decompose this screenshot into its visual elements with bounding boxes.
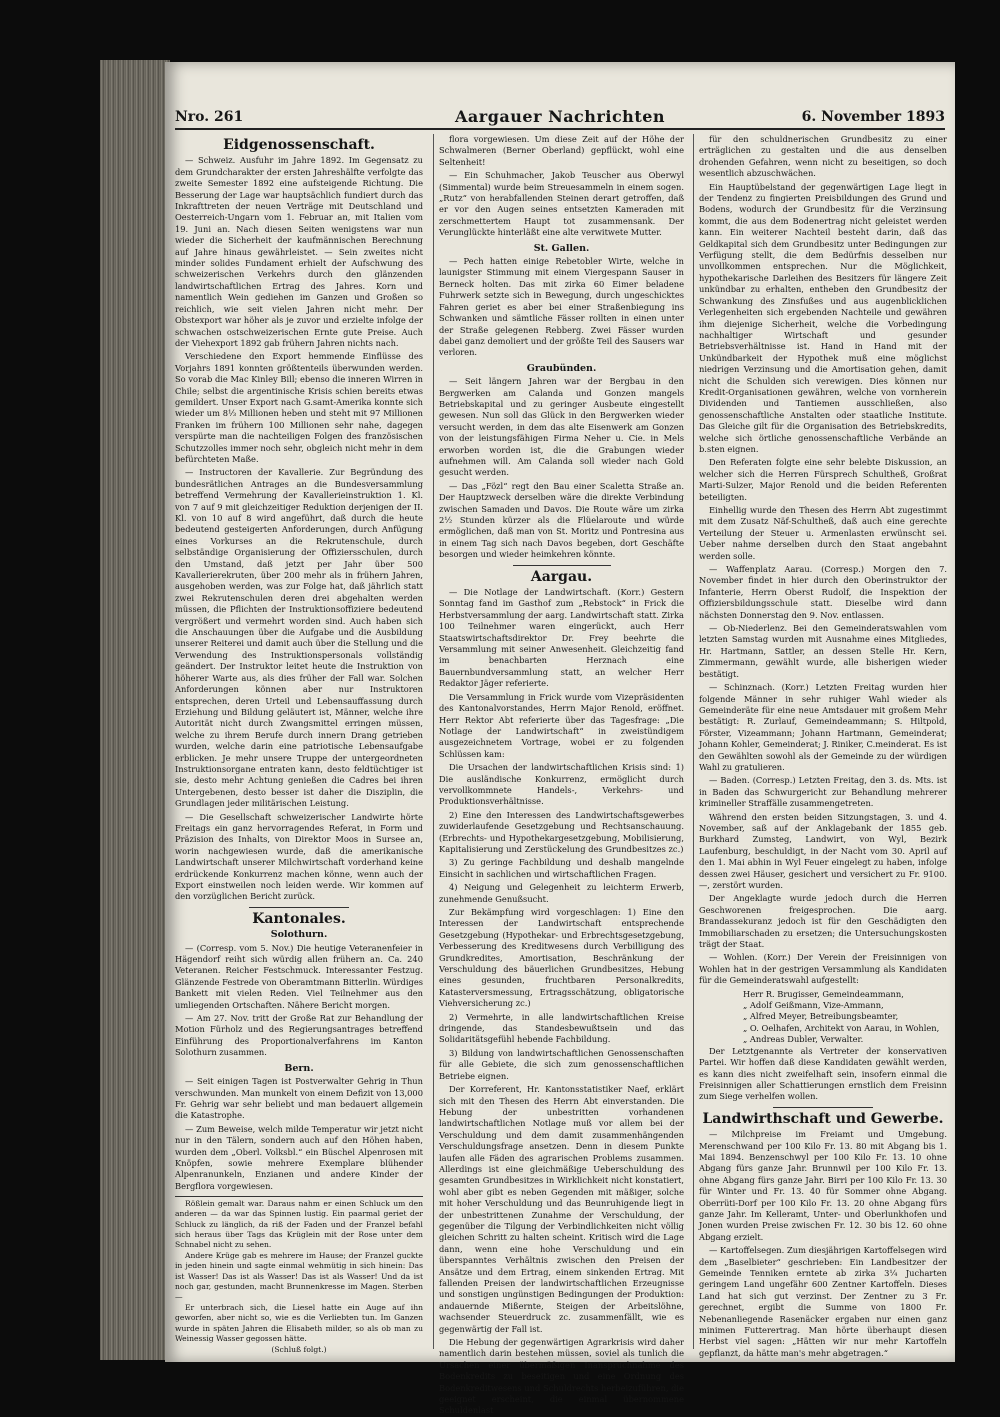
article-paragraph: — Zum Beweise, welch milde Temperatur wir jetzt nicht nur in den Tälern, sondern auch auf den Höhen haben, wurden dem „Oberl. Volksbl.“ ein Büschel Alpenrosen mit Knöpfen, sowie mehrere Exemplare blühender Alpenranunkeln, Enzianen und andere Kinder der Bergflora vorgewiesen. bbox=[175, 1123, 423, 1191]
divider bbox=[773, 1107, 872, 1108]
article-paragraph: — Pech hatten einige Rebetobler Wirte, welche in launigster Stimmung mit einem Viergespann Sauser in Berneck holten. Das mit zirka 60 Eimer beladene Fuhrwerk setzte sich in Bewegung, durch ungeschicktes Fahren geriet es aber bei einer Straßenbiegung ins Schwanken und sämtliche Fässer rollten in einen unter der Straße gelegenen Rebberg. Zwei Fässer wurden dabei ganz demoliert und der größte Teil des Sausers war verloren. bbox=[439, 256, 684, 358]
divider bbox=[513, 565, 611, 566]
feuilleton-paragraph: Andere Krüge gab es mehrere im Hause; der Franzel guckte in jeden hinein und sagte einmal wehmütig in sich hinein: Das ist Wasser! Das ist als Wasser! Das ist als Wasser! Und da ist noch gar, gestunden, macht Brunnenkresse im Magen. Sterben — bbox=[175, 1251, 423, 1301]
article-paragraph: Einhellig wurde den Thesen des Herrn Abt zugestimmt mit dem Zusatz Näf-Schultheß, daß auch eine gerechte Verteilung der Steuer u. Armenlasten erwünscht sei. Ueber nahme derselben durch den Staat angebahnt werden solle. bbox=[699, 505, 947, 561]
divider bbox=[249, 907, 348, 908]
article-paragraph: Ein Hauptübelstand der gegenwärtigen Lage liegt in der Tendenz zu fingierten Preisbildungen des Grund und Bodens, wodurch der Grundbesitz für die Verzinsung kommt, die aus dem Bodenertrag nicht geleistet werden kann. Ein weiterer Nachteil besteht darin, daß das Geldkapital sich dem Grundbesitz unter Bedingungen zur Verfügung stellt, die dem Bedürfnis desselben nur unvollkommen entsprechen. Nur die Möglichkeit, hypothekarische Darleihen des Besitzers für längere Zeit unkündbar zu erhalten, entheben den Grundbesitz der Schwankung des Zinsfußes und aus augenblicklichen Verlegenheiten sich ergebenden Nachteile und gewähren ihm diejenige Sicherheit, welche die Vorbedingung nachhaltiger Wirtschaft und gesunder Betriebsverhältnisse ist. Hand in Hand mit der Unkündbarkeit der Hypothek muß eine möglichst niedrigen Verzinsung und die Amortisation gehen, damit nicht die Schulden sich verewigen. Dies können nur Kredit-Organisationen gewähren, welche von vornherein Dividenden und Tantiemen ausschließen, also genossenschaftliche Anstalten oder staatliche Institute. Das Gleiche gilt für die Organisation des Betriebskredits, welche sich örtliche genossenschaftliche Verbände an b.sten eignen. bbox=[699, 181, 947, 454]
article-paragraph: Die Versammlung in Frick wurde vom Vizepräsidenten des Kantonalvorstandes, Herrn Major Renold, eröffnet. Herr Rektor Abt referierte über das Tagesfrage: „Die Notlage der Landwirtschaft“ in zweistündigem ausgezeichnetem Vortrage, wobei er zu folgenden Schlüssen kam: bbox=[439, 691, 684, 759]
column-1 bbox=[175, 134, 423, 1354]
article-paragraph: Der Letztgenannte als Vertreter der konservativen Partei. Wir hoffen daß diese Kandidaten gewählt werden, es kann dies nicht zweifelhaft sein, insofern einmal die Freisinnigen aller Schattierungen ernstlich dem Freisinn zum Siege verhelfen wollen. bbox=[699, 1045, 947, 1102]
article-paragraph: Zur Bekämpfung wird vorgeschlagen: 1) Eine den Interessen der Landwirtschaft entsprechende Gesetzgebung (Hypothekar- und Erbrechtsgesetzgebung, Verbesserung des Kreditwesens durch Verbilligung des Grundkredites, Amortisation, Beschränkung der Verschuldung des bäuerlichen Grundbesitzes, Hebung eines gesunden, fruchtbaren Personalkredits, Katasterversmessung, Ertragsschätzung, obligatorische Viehversicherung zc.) bbox=[439, 907, 684, 1009]
section-heading: Landwirthschaft und Gewerbe. bbox=[702, 1110, 944, 1127]
feuilleton-paragraph: Rößlein gemalt war. Daraus nahm er einen Schluck um den anderen — da war das Spinnen lustig. Ein paarmal geriet der Schluck zu länglich, da riß der Faden und der Franzel befahl sich heraus über Tags das Krüglein mit der Rose unter dem Schnabel nicht zu sehen. bbox=[175, 1199, 423, 1249]
article-paragraph: 2) Vermehrte, in alle landwirtschaftlichen Kreise dringende, das Standesbewußtsein und das Solidaritätsgefühl hebende Fachbildung. bbox=[439, 1011, 684, 1045]
article-paragraph: Den Referaten folgte eine sehr belebte Diskussion, an welcher sich die Herren Fürsprech Schultheß, Großrat Marti-Sulzer, Major Renold und die beiden Referenten beteiligten. bbox=[699, 457, 947, 502]
newspaper-title: Aargauer Nachrichten bbox=[454, 107, 666, 126]
article-paragraph: — Instructoren der Kavallerie. Zur Begründung des bundesrätlichen Antrages an die Bundesversammlung betreffend Vermehrung der Kavallerieinstruktion 1. Kl. von 7 auf 9 mit gleichzeitiger Reduktion derjenigen der II. Kl. von 10 auf 8 wird angeführt, daß durch die heute bedeutend gesteigerten Anforderungen, durch Anfügung eines Vorkurses an die Rekrutenschule, durch selbständige Organisierung der Offiziersschulen, durch den Umstand, daß jetzt per Jahr über 500 Kavallerierekruten, über 200 mehr als in frühern Jahren, ausgehoben werden, was zur Folge hat, daß jährlich statt zwei Rekrutenschulen deren drei abgehalten werden müssen, die Pflichten der Instruktionsoffiziere bedeutend vergrößert und vermehrt worden sind. Auch haben sich die Anschauungen über die Aufgabe und die Ausbildung unserer Reiterei und damit auch über die Stellung und die Verwendung des Instruktionspersonals vollständig geändert. Der Instruktor leitet heute die Instruktion von höherer Warte aus, als dies früher der Fall war. Solchen Anforderungen können aber nur Instruktoren entsprechen, deren Urteil und Lebensauffassung durch Erziehung und Bildung geläutert ist, Männer, welche ihre Autorität nicht durch Zwangsmittel erringen müssen, welche zu ihrem Berufe durch innern Drang getrieben wurden, welche darin eine patriotische Lebensaufgabe erblicken. Je mehr unsere Truppe der untergeordneten Instruktionsorgane entraten kann, desto feldtüchtiger ist sie, desto mehr Achtung genießen die Cadres bei ihren Untergebenen, desto besser ist daher die Disziplin, die Grundlagen jeder militärischen Leistung. bbox=[175, 467, 423, 809]
article-paragraph: — Kartoffelsegen. Zum diesjährigen Kartoffelsegen wird dem „Baselbieter“ geschrieben: Ein Landbesitzer der Gemeinde Tenniken erntete ab zirka 3¼ Jucharten geringem Land ungefähr 600 Zentner Kartoffeln. Dieses Land hat sich gut verzinst. Der Zentner zu 3 Fr. gerechnet, ergibt die Summe von 1800 Fr. Nebenanliegende Rasenäcker ergaben nur einen ganz minimen Futterertrag. Man hörte überhaupt diesen Herbst viel sagen: „Hätten wir nur mehr Kartoffeln gepflanzt, da hätte man's mehr abgetragen.“ bbox=[699, 1245, 947, 1358]
article-paragraph: — Schweiz. Ausfuhr im Jahre 1892. Im Gegensatz zu dem Grundcharakter der ersten Jahreshälfte verfolgte das zweite Semester 1892 eine aufsteigende Richtung. Die Besserung der Lage war hauptsächlich fundiert durch das Inkrafttreten der neuen Verträge mit Deutschland und Oesterreich-Ungarn vom 1. Februar an, mit Italien vom 19. Juni an. Nach diesen Seiten wenigstens war nun wieder die Sicherheit der kaufmännischen Berechnung auf Jahre hinaus gewährleistet. — Sein zweites nicht minder solides Fundament erhielt der Aufschwung des schweizerischen Verkehrs durch den glänzenden landwirtschaftlichen Ertrag des Jahres. Korn und namentlich Wein gediehen im Ganzen und Großen so reichlich, wie seit vielen Jahren nicht mehr. Der Obstexport war höher als je zuvor und erzielte infolge der schwachen ostschweizerischen Ernte gute Preise. Auch der Viehexport 1892 gab frühern Jahren nichts nach. bbox=[175, 155, 423, 348]
candidate-list-item: Herr R. Brugisser, Gemeindeammann, bbox=[743, 988, 904, 999]
section-heading: Kantonales. bbox=[252, 910, 346, 927]
article-paragraph: — (Corresp. vom 5. Nov.) Die heutige Veteranenfeier in Hägendorf reiht sich würdig allen frühern an. Ca. 240 Veteranen. Reicher Festschmuck. Interessanter Festzug. Glänzende Festrede von Oberamtmann Bitterlin. Würdiges Bankett mit vielen Reden. Viel Teilnehmer aus den umliegenden Ortschaften. Nähere Bericht morgen. bbox=[175, 942, 423, 1010]
article-paragraph: Der Korreferent, Hr. Kantonsstatistiker Naef, erklärt sich mit den Thesen des Herrn Abt einverstanden. Die Hebung der unbestritten vorhandenen landwirtschaftlichen Notlage muß vor allem bei der Verschuldung und dem damit zusammenhängenden Verschuldungsfrage ansetzen. Denn in diesem Punkte laufen alle Fäden des agrarischen Problems zusammen. Allerdings ist eine gleichmäßige Ueberschuldung des gesamten Grundbesitzes in Wirklichkeit nicht konstatiert, wohl aber gibt es neben Gegenden mit mäßiger, solche mit hoher Verschuldung und das Beunruhigende liegt in der unbestrittenen Zunahme der Verschuldung, der gegenüber die Tilgung der Verbindlichkeiten nicht völlig gleichen Schritt zu halten scheint. Kritisch wird die Lage dann, wenn eine hohe Verschuldung und ein überspanntes Verhältnis zwischen den Preisen der Ansätze und dem Ertrag, einem sinkenden Ertrag. Mit fallenden Preisen der landwirtschaftlichen Erzeugnisse und sonstigen ungünstigen Bedingungen der Produktion: andauernde Mißernte, Steigen der Arbeitslöhne, wachsender Steuerdruck zc. zusammenfällt, wie es gegenwärtig der Fall ist. bbox=[439, 1084, 684, 1334]
candidate-list-item: „ Adolf Geißmann, Vize-Ammann, bbox=[743, 1000, 884, 1011]
article-paragraph: — Seit längern Jahren war der Bergbau in den Bergwerken am Calanda und Gonzen mangels Betriebskapital und zu geringer Ausbeute eingestellt gewesen. Nun soll das Glück in den Bergwerken wieder versucht werden, in dem das alte Eisenwerk am Gonzen von der leistungsfähigen Firma Neher u. Cie. in Mels erworben worden ist, die die Grabungen wieder aufnehmen will. Am Calanda soll wieder nach Gold gesucht werden. bbox=[439, 376, 684, 478]
candidate-list bbox=[699, 989, 947, 1046]
section-heading: Aargau. bbox=[530, 568, 593, 585]
article-paragraph: — Ein Schuhmacher, Jakob Teuscher aus Oberwyl (Simmental) wurde beim Streuesammeln in einem sogen. „Rutz“ von herabfallenden Steinen derart getroffen, daß er vor den Augen seines entsetzten Kameraden mit zerschmettertem Haupt tot zusammensank. Der Verunglückte hinterläßt eine alte verwitwete Mutter. bbox=[439, 170, 684, 238]
article-paragraph: Die Hebung der gegenwärtigen Agrarkrisis wird daher namentlich darin bestehen müssen, soviel als tunlich die Ursachen einer übermäßigen Inanspruchnahme des Bodenkredits zu beseitigen und eine Ordnung des Bodenkreditwesens und Schuldrechts herbeizuführen, die geeignet erscheint, die einmal übernommene Schuldenlast bbox=[439, 1337, 684, 1416]
article-paragraph: für den schuldnerischen Grundbesitz zu einer erträglichen zu gestalten und die aus denselben drohenden Gefahren, wenn nicht zu beseitigen, so doch wesentlich abzuschwächen. bbox=[699, 134, 947, 179]
article-paragraph: Die Ursachen der landwirtschaftlichen Krisis sind: 1) Die ausländische Konkurrenz, ermöglicht durch vervollkommnete Handels-, Verkehrs- und Produktionsverhältnisse. bbox=[439, 762, 684, 807]
article-paragraph: — Ob-Niederlenz. Bei den Gemeinderatswahlen vom letzten Samstag wurden mit Ausnahme eines Mitgliedes, Hr. Hartmann, Sattler, an dessen Stelle Hr. Kern, Zimmermann, gewählt wurde, alle bisherigen wieder bestätigt. bbox=[699, 623, 947, 679]
article-paragraph: 3) Zu geringe Fachbildung und deshalb mangelnde Einsicht in sachlichen und wirtschaftlichen Fragen. bbox=[439, 857, 684, 879]
candidate-list-item: „ Alfred Meyer, Betreibungsbeamter, bbox=[743, 1011, 899, 1022]
article-paragraph: — Seit einigen Tagen ist Postverwalter Gehrig in Thun verschwunden. Man munkelt von einem Defizit von 13,000 Fr. Gehrig war sehr beliebt und man bedauert allgemein die Katastrophe. bbox=[175, 1076, 423, 1121]
article-paragraph: — Am 27. Nov. tritt der Große Rat zur Behandlung der Motion Fürholz und des Regierungsantrages betreffend Einführung des Proportionalverfahrens im Kanton Solothurn zusammen. bbox=[175, 1013, 423, 1058]
column-2 bbox=[433, 134, 684, 1416]
subsection-heading: Bern. bbox=[284, 1062, 314, 1074]
feuilleton-continued-note: (Schluß folgt.) bbox=[271, 1345, 327, 1354]
article-paragraph: 2) Eine den Interessen des Landwirtschaftsgewerbes zuwiderlaufende Gesetzgebung und Rechtsanschauung. (Erbrechts- und Hypothekargesetzgebung, Mobilisierung, Kapitalisierung und Zerstückelung des Grundbesitzes zc.) bbox=[439, 809, 684, 854]
issue-number: Nro. 261 bbox=[175, 109, 244, 125]
article-paragraph: — Baden. (Corresp.) Letzten Freitag, den 3. ds. Mts. ist in Baden das Schwurgericht zur Behandlung mehrerer krimineller Straffälle zusammengetreten. bbox=[699, 775, 947, 809]
article-paragraph: 3) Bildung von landwirtschaftlichen Genossenschaften für alle Gebiete, die sich zum genossenschaftlichen Betriebe eignen. bbox=[439, 1047, 684, 1081]
article-paragraph: Der Angeklagte wurde jedoch durch die Herren Geschworenen freigesprochen. Die aarg. Brandassekuranz jedoch ist für den Geschädigten den Immobiliarschaden zu ersetzen; die Untersuchungskosten trägt der Staat. bbox=[699, 893, 947, 950]
feuilleton bbox=[175, 1196, 423, 1355]
article-paragraph: — Die Gesellschaft schweizerischer Landwirte hörte Freitags ein ganz hervorragendes Referat, in Form und Präzision des Inhalts, von Direktor Moos in Sursee an, worin nachgewiesen wurde, daß die amerikanische Landwirtschaft unserer Milchwirtschaft vorderhand keine erdrückende Konkurrenz machen könne, wenn auch der Export einstweilen noch leiden werde. Wir kommen auf den vorzüglichen Bericht zurück. bbox=[175, 811, 423, 902]
article-paragraph: flora vorgewiesen. Um diese Zeit auf der Höhe der Schwalmeren (Berner Oberland) gepflückt, wohl eine Seltenheit! bbox=[439, 134, 684, 167]
column-3 bbox=[693, 134, 947, 1358]
candidate-list-item: „ O. Oelhafen, Architekt von Aarau, in Wohlen, bbox=[743, 1022, 940, 1033]
subsection-heading: Solothurn. bbox=[270, 929, 328, 941]
article-paragraph: — Waffenplatz Aarau. (Corresp.) Morgen den 7. November findet in hier durch den Oberinstruktor der Infanterie, Herrn Oberst Rudolf, die Inspektion der Offiziersbildungsschule statt. Dieselbe wird dann nächsten Donnerstag den 9. Nov. entlassen. bbox=[699, 564, 947, 620]
subsection-heading: St. Gallen. bbox=[533, 242, 590, 254]
article-paragraph: Während den ersten beiden Sitzungstagen, 3. und 4. November, saß auf der Anklagebank der 1855 geb. Burkhard Zumsteg, Landwirt, von Wyl, Bezirk Laufenburg, beschuldigt, in der Nacht vom 30. April auf den 1. Mai abhin in Wyl Feuer eingelegt zu haben, infolge dessen zwei Häuser, gesichert und versichert zu Fr. 9100. —, zerstört wurden. bbox=[699, 811, 947, 890]
candidate-list-item: „ Andreas Dubler, Verwalter. bbox=[743, 1034, 864, 1045]
article-paragraph: Verschiedene den Export hemmende Einflüsse des Vorjahrs 1891 konnten größtenteils überwunden werden. So vorab die Mac Kinley Bill; ebenso die inneren Wirren in Chile; selbst die argentinische Krisis schien bereits etwas gemildert. Unser Export nach G.samt-Amerika konnte sich wieder um 8⅓ Millionen heben und steht mit 97 Millionen Franken im frühern 100 Millionen sehr nahe, dagegen verspürte man die nachteiligen Folgen des französischen Schutzzolles immer noch sehr, obgleich nicht mehr in dem befürchteten Maße. bbox=[175, 351, 423, 464]
article-paragraph: — Schinznach. (Korr.) Letzten Freitag wurden hier folgende Männer in sehr ruhiger Wahl wieder als Gemeinderäte für eine neue Amtsdauer mit großem Mehr bestätigt: R. Zurlauf, Gemeindeammann; S. Hiltpold, Förster, Vizeammann; Johann Hartmann, Gemeinderat; Johann Kohler, Gemeinderat; J. Riniker, C.meinderat. Es ist den Gewählten sowohl als der Gemeinde zu der würdigen Wahl zu gratulieren. bbox=[699, 682, 947, 772]
issue-date: 6. November 1893 bbox=[801, 109, 945, 125]
newspaper-page bbox=[165, 62, 955, 1416]
masthead bbox=[175, 106, 945, 130]
article-paragraph: — Das „Fözl“ regt den Bau einer Scaletta Straße an. Der Hauptzweck derselben wäre die direkte Verbindung zwischen Samaden und Davos. Die Route wäre um zirka 2½ Stunden kürzer als die Flüelaroute und würde ermöglichen, daß man von St. Moritz und Pontresina aus in einem Tag sich nach Davos begeben, dort Geschäfte besorgen und wieder heimkehren könnte. bbox=[439, 480, 684, 560]
subsection-heading: Graubünden. bbox=[526, 362, 597, 374]
article-paragraph: — Die Notlage der Landwirtschaft. (Korr.) Gestern Sonntag fand im Gasthof zum „Rebstock“ in Frick die Herbstversammlung der aarg. Landwirtschaft statt. Zirka 100 Teilnehmer waren eingerückt, auch Herr Staatswirtschaftsdirektor Dr. Frey beehrte die Versammlung mit seiner Anwesenheit. Gleichzeitig fand im benachbarten Herznach eine Bauernbundversammlung statt, an welcher Herr Redaktor Jäger referierte. bbox=[439, 587, 684, 689]
feuilleton-paragraph: Er unterbrach sich, die Liesel hatte ein Auge auf ihn geworfen, aber nicht so, wie es die Verliebten tun. Im Ganzen wurde in späten Jahren die Elisabeth milder, so als ob man zu Weinessig Wasser gegossen hätte. bbox=[175, 1303, 423, 1343]
book-page-edge bbox=[100, 60, 170, 1360]
section-heading: Eidgenossenschaft. bbox=[223, 137, 375, 153]
article-paragraph: — Wohlen. (Korr.) Der Verein der Freisinnigen von Wohlen hat in der gestrigen Versammlung als Kandidaten für die Gemeinderatswahl aufgestellt: bbox=[699, 952, 947, 986]
article-paragraph: — Milchpreise im Freiamt und Umgebung. Merenschwand per 100 Kilo Fr. 13. 80 mit Abgang bis 1. Mai 1894. Benzenschwyl per 100 Kilo Fr. 13. 10 ohne Abgang fürs ganze Jahr. Brunnwil per 100 Kilo Fr. 13. ohne Abgang fürs ganze Jahr. Birri per 100 Kilo Fr. 13. 30 für Winter und Fr. 13. 40 für Sommer ohne Abgang. Oberrüti-Dorf per 100 Kilo Fr. 13. 20 ohne Abgang fürs ganze Jahr. Im Kelleramt, Unter- und Oberlunkhofen und Jonen wurden Preise zwischen Fr. 12. 30 bis 12. 60 ohne Abgang erzielt. bbox=[699, 1129, 947, 1242]
article-paragraph: 4) Neigung und Gelegenheit zu leichterm Erwerb, zunehmende Genußsucht. bbox=[439, 882, 684, 904]
